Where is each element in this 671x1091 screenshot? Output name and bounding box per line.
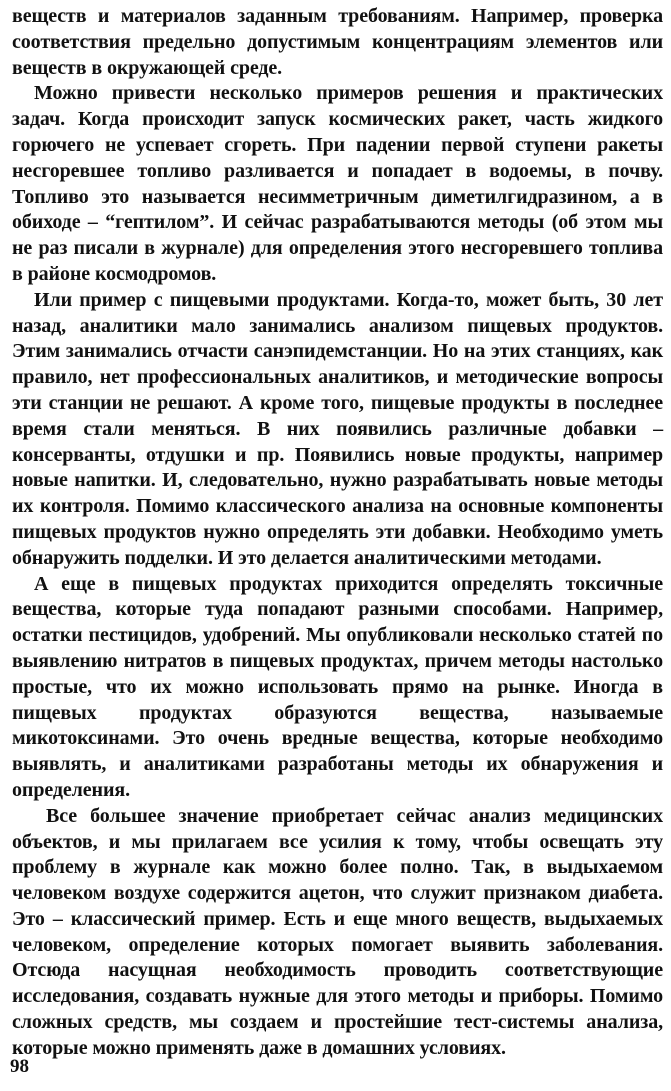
paragraph-5: Все большее значение приобретает сейчас анализ медицинских объектов, и мы прилагаем все усилия к тому, чтобы освещать эту проблему в журнале как можно более полно. Так, в выдыхаемом человеком воздухе содержится ацетон, что служит признаком диабета. Это – классический пример. Есть и еще много веществ, выдыхаемых человеком, определение которых помогает выявить заболевания. Отсюда насущная необходимость проводить соответствующие исследования, создавать нужные для этого методы и приборы. Помимо сложных средств, мы создаем и простейшие тест-системы анализа, которые можно применять даже в домашних условиях. xyxy=(12,804,663,1059)
paragraph-3: Или пример с пищевыми продуктами. Когда-то, может быть, 30 лет назад, аналитики мало занимались анализом пищевых продуктов. Этим занимались отчасти санэпидемстанции. Но на этих станциях, как правило, нет профессиональных аналитиков, и методические вопросы эти станции не решают. А кроме того, пищевые продукты в последнее время стали меняться. В них появились различные добавки – консерванты, отдушки и пр. Появились новые продукты, например новые напитки. И, следовательно, нужно разрабатывать новые методы их контроля. Помимо классического анализа на основные компоненты пищевых продуктов нужно определять эти добавки. Необходимо уметь обнаружить подделки. И это делается аналитическими методами. xyxy=(12,288,663,569)
page-text xyxy=(12,4,663,1062)
paragraph-2: Можно привести несколько примеров решения и практических задач. Когда происходит запуск космических ракет, часть жидкого горючего не успевает сгореть. При падении первой ступени ракеты несгоревшее топливо разливается и попадает в водоемы, в почву. Топливо это называется несимметричным диметилгидразином, а в обиходе – “гептилом”. И сейчас разрабатываются методы (об этом мы не раз писали в журнале) для определения этого несгоревшего топлива в районе космодромов. xyxy=(12,82,663,285)
paragraph-1: веществ и материалов заданным требованиям. Например, проверка соответствия предельно допустимым концентрациям элементов или веществ в окружающей среде. xyxy=(12,5,663,79)
page-number: 98 xyxy=(10,1056,29,1077)
paragraph-4: А еще в пищевых продуктах приходится определять токсичные вещества, которые туда попадают разными способами. Например, остатки пестицидов, удобрений. Мы опубликовали несколько статей по выявлению нитратов в пищевых продуктах, причем методы настолько простые, что их можно использовать прямо на рынке. Иногда в пищевых продуктах образуются вещества, называемые микотоксинами. Это очень вредные вещества, которые необходимо выявлять, и аналитиками разработаны методы их обнаружения и определения. xyxy=(12,572,663,801)
